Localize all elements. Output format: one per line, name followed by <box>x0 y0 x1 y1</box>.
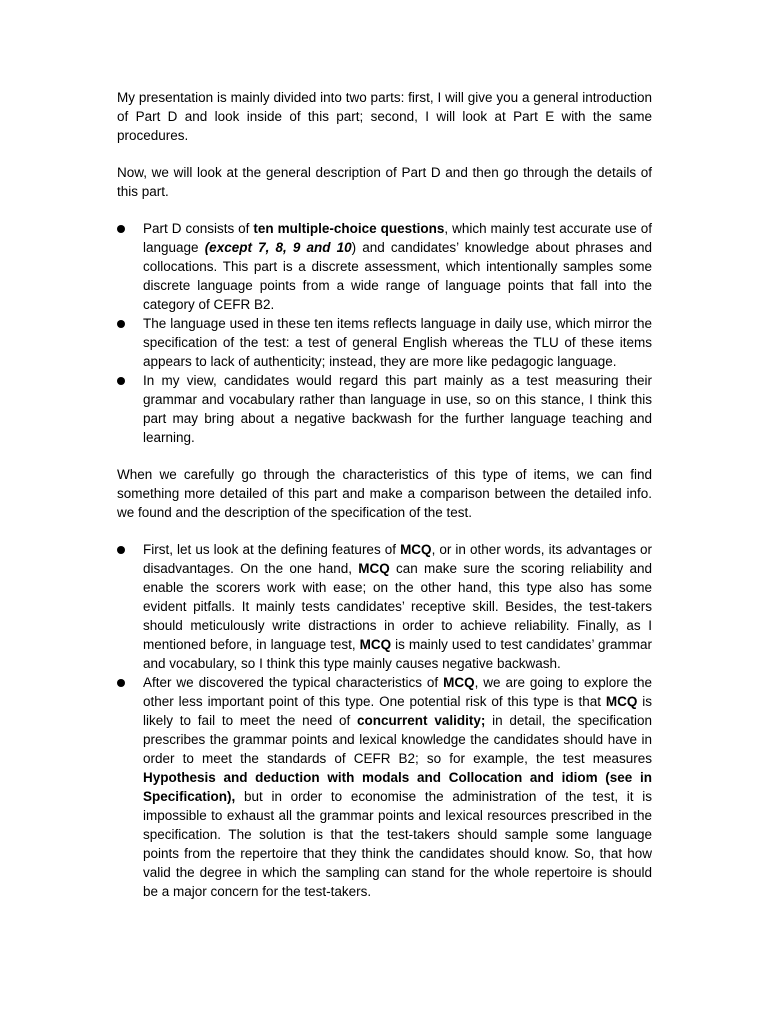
text-run: ) and candidates’ knowledge about phrases and collocations. This part is a discrete assessment, which intentionally samples some discrete language points from a wide range of language points that fall into the category of CEFR B2. <box>143 240 652 312</box>
text-run: The language used in these ten items reflects language in daily use, which mirror the specification of the test: a test of general English whereas the TLU of these items appears to lack of authenticity; instead, they are more like pedagogic language. <box>143 316 652 369</box>
mcq-term: MCQ <box>443 675 475 690</box>
text-run: Part D consists of <box>143 221 254 236</box>
mcq-term: MCQ <box>605 694 638 709</box>
mcq-term: MCQ <box>358 561 390 576</box>
bullet-icon <box>117 679 125 687</box>
mcq-term: MCQ <box>400 542 432 557</box>
text-run: in detail, the specification prescribes the grammar points and lexical knowledge the candidates should have in order to meet the standards of CEFR B2; so for example, the test measures <box>143 713 653 766</box>
part-d-bullet-list <box>117 219 652 447</box>
text-run: is mainly used to test candidates’ grammar and vocabulary, so I think this type mainly causes negative backwash. <box>143 637 652 671</box>
mcq-bullet-1 <box>117 540 652 673</box>
bullet-icon <box>117 225 125 233</box>
mcq-bullet-2 <box>117 673 652 901</box>
intro-paragraph-2: Now, we will look at the general description of Part D and then go through the details of this part. <box>117 165 652 199</box>
part-d-bullet-2 <box>117 314 652 371</box>
intro-paragraph-1: My presentation is mainly divided into two parts: first, I will give you a general introduction of Part D and look inside of this part; second, I will look at Part E with the same procedures. <box>117 90 652 143</box>
text-run: , which mainly test accurate use of language <box>143 221 652 255</box>
text-run: , we are going to explore the other less important point of this type. One potential risk of this type is that <box>143 675 652 709</box>
document-page <box>117 88 652 919</box>
bold-run: concurrent validity; <box>357 713 486 728</box>
bullet-icon <box>117 377 125 385</box>
text-run: In my view, candidates would regard this part mainly as a test measuring their grammar and vocabulary rather than language in use, so on this stance, I think this part may bring about a negative backwash for the further language teaching and learning. <box>143 373 652 445</box>
bullet-icon <box>117 546 125 554</box>
bullet-icon <box>117 320 125 328</box>
text-run: , or in other words, its advantages or disadvantages. On the one hand, <box>143 542 652 576</box>
text-run: is likely to fail to meet the need of <box>143 694 653 728</box>
characteristics-paragraph: When we carefully go through the characteristics of this type of items, we can find something more detailed of this part and make a comparison between the detailed info. we found and the description of the specification of the test. <box>117 467 652 520</box>
mcq-term: MCQ <box>359 637 392 652</box>
bold-run: Hypothesis and deduction with modals and Collocation and idiom (see in Specification), <box>143 770 652 804</box>
bold-italic-run: (except 7, 8, 9 and 10 <box>204 240 352 255</box>
text-run: but in order to economise the administration of the test, it is impossible to exhaust all the grammar points and lexical resources prescribed in the specification. The solution is that the test-takers should sample some language points from the repertoire that they think the candidates should know. So, that how valid the degree in which the sampling can stand for the whole repertoire is should be a major concern for the test-takers. <box>143 789 652 899</box>
text-run: First, let us look at the defining features of <box>143 542 401 557</box>
bold-run: ten multiple-choice questions <box>253 221 445 236</box>
part-d-bullet-1 <box>117 219 652 314</box>
mcq-bullet-list <box>117 540 652 901</box>
text-run: After we discovered the typical characteristics of <box>143 675 444 690</box>
part-d-bullet-3 <box>117 371 652 447</box>
text-run: can make sure the scoring reliability and enable the scorers work with ease; on the other hand, this type also has some evident pitfalls. It mainly tests candidates’ receptive skill. Besides, the test-takers should meticulously write distractions in order to achieve reliability. Finally, as I mentioned before, in language test, <box>143 561 652 652</box>
